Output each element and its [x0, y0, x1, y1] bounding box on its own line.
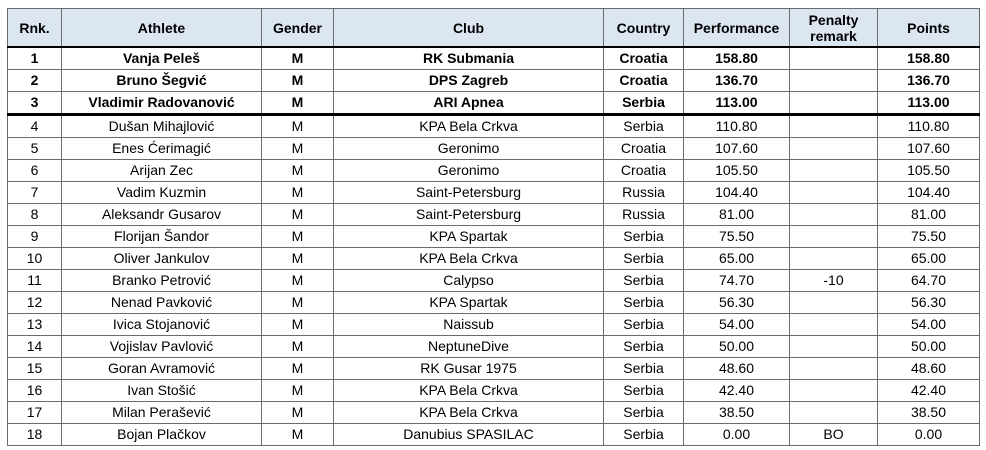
- country-cell: Serbia: [604, 380, 684, 402]
- table-row: [8, 138, 980, 160]
- points-cell: 110.80: [878, 115, 980, 138]
- gender-cell: M: [262, 47, 334, 70]
- athlete-cell: Vladimir Radovanović: [62, 92, 262, 115]
- penalty-remark-cell: [790, 70, 878, 92]
- rank-cell: 11: [8, 270, 62, 292]
- rank-cell: 1: [8, 47, 62, 70]
- athlete-cell: Dušan Mihajlović: [62, 115, 262, 138]
- rank-cell: 5: [8, 138, 62, 160]
- performance-cell: 38.50: [684, 402, 790, 424]
- table-row: [8, 70, 980, 92]
- header-rank: Rnk.: [8, 9, 62, 48]
- performance-cell: 65.00: [684, 248, 790, 270]
- athlete-cell: Nenad Pavković: [62, 292, 262, 314]
- athlete-cell: Ivan Stošić: [62, 380, 262, 402]
- header-points: Points: [878, 9, 980, 48]
- country-cell: Serbia: [604, 292, 684, 314]
- gender-cell: M: [262, 336, 334, 358]
- athlete-cell: Goran Avramović: [62, 358, 262, 380]
- header-athlete: Athlete: [62, 9, 262, 48]
- penalty-remark-cell: [790, 160, 878, 182]
- points-cell: 0.00: [878, 424, 980, 446]
- performance-cell: 113.00: [684, 92, 790, 115]
- results-body: [8, 47, 980, 446]
- penalty-remark-cell: -10: [790, 270, 878, 292]
- rank-cell: 4: [8, 115, 62, 138]
- table-row: [8, 270, 980, 292]
- performance-cell: 105.50: [684, 160, 790, 182]
- country-cell: Serbia: [604, 270, 684, 292]
- penalty-remark-cell: [790, 47, 878, 70]
- table-row: [8, 226, 980, 248]
- athlete-cell: Bojan Plačkov: [62, 424, 262, 446]
- club-cell: KPA Bela Crkva: [334, 115, 604, 138]
- country-cell: Serbia: [604, 314, 684, 336]
- rank-cell: 8: [8, 204, 62, 226]
- club-cell: RK Gusar 1975: [334, 358, 604, 380]
- country-cell: Serbia: [604, 402, 684, 424]
- table-row: [8, 292, 980, 314]
- performance-cell: 136.70: [684, 70, 790, 92]
- performance-cell: 158.80: [684, 47, 790, 70]
- points-cell: 104.40: [878, 182, 980, 204]
- gender-cell: M: [262, 182, 334, 204]
- performance-cell: 48.60: [684, 358, 790, 380]
- points-cell: 50.00: [878, 336, 980, 358]
- table-row: [8, 402, 980, 424]
- gender-cell: M: [262, 314, 334, 336]
- athlete-cell: Bruno Šegvić: [62, 70, 262, 92]
- country-cell: Serbia: [604, 424, 684, 446]
- performance-cell: 42.40: [684, 380, 790, 402]
- rank-cell: 16: [8, 380, 62, 402]
- club-cell: Geronimo: [334, 160, 604, 182]
- penalty-remark-cell: [790, 204, 878, 226]
- club-cell: ARI Apnea: [334, 92, 604, 115]
- club-cell: KPA Bela Crkva: [334, 402, 604, 424]
- athlete-cell: Enes Ćerimagić: [62, 138, 262, 160]
- club-cell: Saint-Petersburg: [334, 204, 604, 226]
- athlete-cell: Aleksandr Gusarov: [62, 204, 262, 226]
- performance-cell: 54.00: [684, 314, 790, 336]
- table-row: [8, 182, 980, 204]
- points-cell: 56.30: [878, 292, 980, 314]
- header-gender: Gender: [262, 9, 334, 48]
- performance-cell: 56.30: [684, 292, 790, 314]
- gender-cell: M: [262, 160, 334, 182]
- club-cell: KPA Spartak: [334, 226, 604, 248]
- gender-cell: M: [262, 204, 334, 226]
- header-row: [8, 9, 980, 48]
- penalty-remark-cell: [790, 336, 878, 358]
- country-cell: Serbia: [604, 115, 684, 138]
- athlete-cell: Vadim Kuzmin: [62, 182, 262, 204]
- table-row: [8, 204, 980, 226]
- table-row: [8, 160, 980, 182]
- table-row: [8, 380, 980, 402]
- table-row: [8, 92, 980, 115]
- club-cell: RK Submania: [334, 47, 604, 70]
- penalty-remark-cell: [790, 138, 878, 160]
- rank-cell: 7: [8, 182, 62, 204]
- gender-cell: M: [262, 70, 334, 92]
- athlete-cell: Arijan Zec: [62, 160, 262, 182]
- points-cell: 42.40: [878, 380, 980, 402]
- athlete-cell: Florijan Šandor: [62, 226, 262, 248]
- points-cell: 48.60: [878, 358, 980, 380]
- rank-cell: 3: [8, 92, 62, 115]
- gender-cell: M: [262, 380, 334, 402]
- country-cell: Russia: [604, 204, 684, 226]
- gender-cell: M: [262, 402, 334, 424]
- club-cell: Saint-Petersburg: [334, 182, 604, 204]
- penalty-remark-cell: [790, 380, 878, 402]
- table-row: [8, 358, 980, 380]
- points-cell: 75.50: [878, 226, 980, 248]
- performance-cell: 104.40: [684, 182, 790, 204]
- header-performance: Performance: [684, 9, 790, 48]
- points-cell: 113.00: [878, 92, 980, 115]
- club-cell: Naissub: [334, 314, 604, 336]
- table-row: [8, 424, 980, 446]
- points-cell: 64.70: [878, 270, 980, 292]
- club-cell: KPA Bela Crkva: [334, 380, 604, 402]
- club-cell: Calypso: [334, 270, 604, 292]
- country-cell: Russia: [604, 182, 684, 204]
- performance-cell: 50.00: [684, 336, 790, 358]
- rank-cell: 15: [8, 358, 62, 380]
- penalty-remark-cell: [790, 358, 878, 380]
- country-cell: Serbia: [604, 336, 684, 358]
- table-row: [8, 336, 980, 358]
- club-cell: Danubius SPASILAC: [334, 424, 604, 446]
- table-row: [8, 314, 980, 336]
- points-cell: 105.50: [878, 160, 980, 182]
- points-cell: 158.80: [878, 47, 980, 70]
- gender-cell: M: [262, 270, 334, 292]
- performance-cell: 75.50: [684, 226, 790, 248]
- points-cell: 65.00: [878, 248, 980, 270]
- rank-cell: 6: [8, 160, 62, 182]
- table-row: [8, 47, 980, 70]
- gender-cell: M: [262, 248, 334, 270]
- penalty-remark-cell: [790, 226, 878, 248]
- penalty-remark-cell: BO: [790, 424, 878, 446]
- gender-cell: M: [262, 358, 334, 380]
- club-cell: KPA Spartak: [334, 292, 604, 314]
- table-row: [8, 248, 980, 270]
- gender-cell: M: [262, 424, 334, 446]
- header-country: Country: [604, 9, 684, 48]
- athlete-cell: Milan Perašević: [62, 402, 262, 424]
- header-penalty-remark: Penalty remark: [790, 9, 878, 48]
- rank-cell: 14: [8, 336, 62, 358]
- country-cell: Croatia: [604, 47, 684, 70]
- athlete-cell: Vojislav Pavlović: [62, 336, 262, 358]
- club-cell: DPS Zagreb: [334, 70, 604, 92]
- table-row: [8, 115, 980, 138]
- club-cell: Geronimo: [334, 138, 604, 160]
- gender-cell: M: [262, 138, 334, 160]
- rank-cell: 2: [8, 70, 62, 92]
- athlete-cell: Ivica Stojanović: [62, 314, 262, 336]
- points-cell: 38.50: [878, 402, 980, 424]
- performance-cell: 74.70: [684, 270, 790, 292]
- gender-cell: M: [262, 92, 334, 115]
- rank-cell: 18: [8, 424, 62, 446]
- performance-cell: 81.00: [684, 204, 790, 226]
- athlete-cell: Vanja Peleš: [62, 47, 262, 70]
- country-cell: Serbia: [604, 358, 684, 380]
- gender-cell: M: [262, 292, 334, 314]
- athlete-cell: Branko Petrović: [62, 270, 262, 292]
- gender-cell: M: [262, 226, 334, 248]
- penalty-remark-cell: [790, 115, 878, 138]
- rank-cell: 10: [8, 248, 62, 270]
- penalty-remark-cell: [790, 314, 878, 336]
- rank-cell: 17: [8, 402, 62, 424]
- country-cell: Croatia: [604, 160, 684, 182]
- penalty-remark-cell: [790, 402, 878, 424]
- rank-cell: 13: [8, 314, 62, 336]
- points-cell: 54.00: [878, 314, 980, 336]
- results-table: [7, 8, 980, 446]
- penalty-remark-cell: [790, 292, 878, 314]
- country-cell: Croatia: [604, 138, 684, 160]
- performance-cell: 110.80: [684, 115, 790, 138]
- club-cell: NeptuneDive: [334, 336, 604, 358]
- rank-cell: 9: [8, 226, 62, 248]
- country-cell: Serbia: [604, 92, 684, 115]
- performance-cell: 107.60: [684, 138, 790, 160]
- country-cell: Serbia: [604, 248, 684, 270]
- points-cell: 81.00: [878, 204, 980, 226]
- penalty-remark-cell: [790, 92, 878, 115]
- points-cell: 107.60: [878, 138, 980, 160]
- country-cell: Croatia: [604, 70, 684, 92]
- club-cell: KPA Bela Crkva: [334, 248, 604, 270]
- points-cell: 136.70: [878, 70, 980, 92]
- header-club: Club: [334, 9, 604, 48]
- athlete-cell: Oliver Jankulov: [62, 248, 262, 270]
- penalty-remark-cell: [790, 248, 878, 270]
- performance-cell: 0.00: [684, 424, 790, 446]
- rank-cell: 12: [8, 292, 62, 314]
- gender-cell: M: [262, 115, 334, 138]
- penalty-remark-cell: [790, 182, 878, 204]
- country-cell: Serbia: [604, 226, 684, 248]
